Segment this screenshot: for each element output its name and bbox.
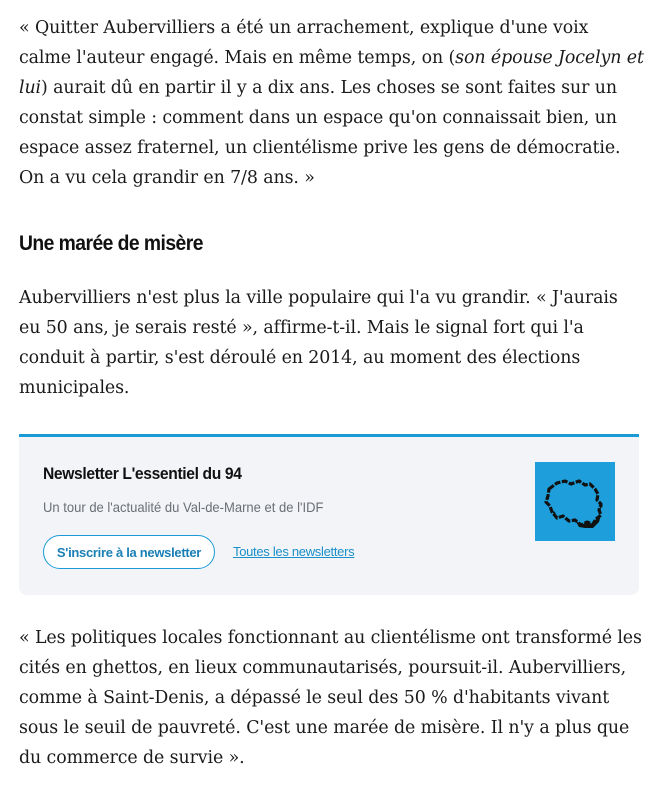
article-paragraph-3: « Les politiques locales fonctionnant au clientélisme ont transformé les cités en ghettos, en lieux communautarisés, poursuit-il. Aubervilliers, comme à Saint-Denis, a dépassé le seul des 50 % d'habitants vivant sous le seuil de pauvreté. C'est une marée de misère. Il n'y a plus que du commerce de survie ».: [19, 628, 642, 768]
newsletter-subtitle: Un tour de l'actualité du Val-de-Marne et de l'IDF: [43, 499, 324, 515]
paragraph-1-text-end: ) aurait dû en partir il y a dix ans. Les choses se sont faites sur un constat simple : comment dans un espace qu'on connaissait bien, un espace assez fraternel, un clientélisme prive les gens de démocratie. On a vu cela grandir en 7/8 ans. »: [19, 78, 621, 188]
article-paragraph-1: [19, 13, 644, 193]
newsletter-subscribe-button[interactable]: S'inscrire à la newsletter: [43, 535, 215, 569]
article-paragraph-2: Aubervilliers n'est plus la ville populaire qui l'a vu grandir. « J'aurais eu 50 ans, je serais resté », affirme-t-il. Mais le signal fort qui l'a conduit à partir, s'est déroulé en 2014, au moment des élections municipales.: [19, 288, 618, 398]
paragraph-1-text-start: « Quitter Aubervilliers a été un arrachement, explique d'une voix calme l'auteur engagé. Mais en même temps, on (: [19, 18, 589, 68]
all-newsletters-link[interactable]: Toutes les newsletters: [233, 544, 355, 559]
val-de-marne-map-icon: [535, 462, 615, 541]
newsletter-box: [19, 434, 639, 595]
section-heading: Une marée de misère: [19, 232, 203, 255]
newsletter-title: Newsletter L'essentiel du 94: [43, 464, 242, 483]
paragraph-1-italic-aside: son épouse Jocelyn et lui: [19, 48, 644, 98]
